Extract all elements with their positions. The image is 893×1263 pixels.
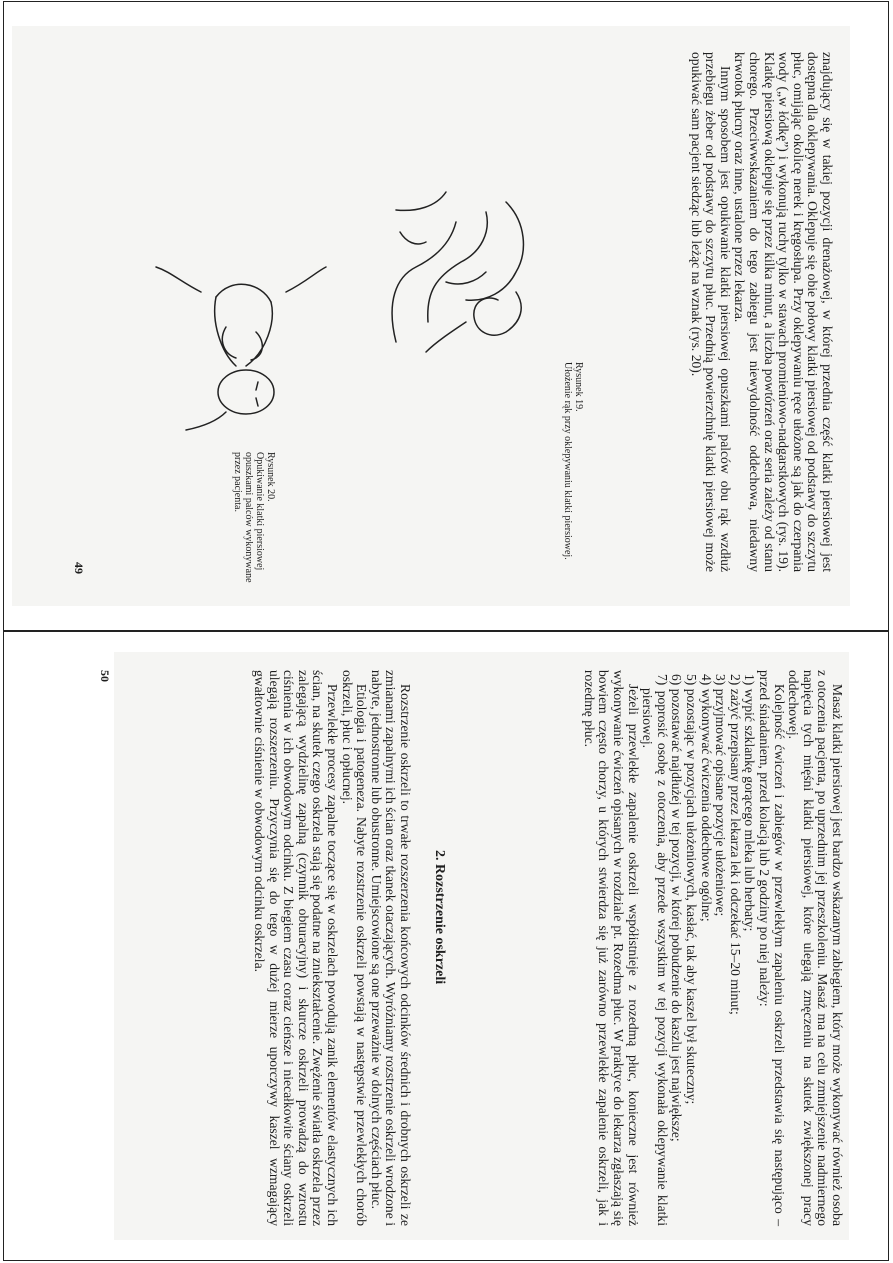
figure-20-caption	[232, 452, 276, 602]
page-50-list-item-1: 1) wypić szklankę gorącego mleka lub herbaty;	[742, 674, 758, 932]
page-50-paragraph-4: Rozstrzenie oskrzeli to trwałe rozszerzenia końcowych odcinków średnich i drobnych oskrzeli ze zmianami zapalnymi ich ścian oraz tkanek otaczających. Wyróżniamy rozstrzenie oskrzeli wrodzone i nabyte, jednostronne lub obustronne. Umiejscowione są one przeważnie w dolnych częściach płuc.	[368, 670, 413, 1226]
scanned-page-49	[3, 1, 889, 631]
scanned-page-50	[3, 631, 889, 1261]
page-50-list-item-5: 5) pozostając w pozycjach ułożeniowych, kasłać, tak aby kaszel był skuteczny;	[684, 674, 700, 1105]
figure-19-title: Rysunek 19.	[573, 362, 584, 412]
page-50-paragraph-1: Masaż klatki piersiowej jest bardzo wskazanym zabiegiem, który może wykonywać również osoba z otoczenia pacjenta, po uprzednim jej przeszkoleniu. Masaż ma na celu zmniejszenie nadmiernego napięcia tych mięśni klatki piersiowej, które ulegają zmęczeniu na skutek zwiększonej pracy oddechowej.	[786, 670, 845, 1226]
figure-19-illustration	[376, 182, 546, 362]
page-50-list-item-4: 4) wykonywać ćwiczenia oddechowe ogólne;	[698, 674, 714, 922]
page-50-list-item-3: 3) przyjmować opisane pozycje ułożeniowe;	[713, 674, 729, 917]
figure-19-caption	[562, 362, 584, 572]
page-49-paragraph-2: Innym sposobem jest opukiwanie klatki piersiowej opuszkami palców obu rąk wzdłuż przebiegu żeber od podstawy do szczytu płuc. Przednią powierzchnię klatki piersiowej może opukiwać sam pacjent siedząc lub leżąc na wznak (rys. 20).	[688, 52, 733, 572]
page-49-number: 49	[72, 562, 86, 574]
figure-20-text: Opukiwanie klatki piersiowej opuszkami palców wykonywane przez pacjenta.	[232, 452, 265, 583]
section-heading: 2. Rozstrzenie oskrzeli	[432, 850, 447, 985]
page-50-paragraph-2: Kolejność ćwiczeń i zabiegów w przewlekłym zapaleniu oskrzeli przedstawia się następująco – przed śniadaniem, przed kolacją lub 2 godziny po niej należy:	[757, 670, 787, 1226]
page-50-list-item-7: 7) poprosić osobę z otoczenia, aby przede wszystkim w tej pozycji wykonała oklepywanie klatki piersiowej.	[640, 674, 670, 1226]
page-50-text-block-1	[581, 670, 844, 1226]
page-50-list-item-6: 6) pozostawać najdłużej w tej pozycji, w której pobudzenie do kaszlu jest największe;	[669, 674, 685, 1142]
page-50-content	[72, 660, 852, 1240]
page-50-text-block-2	[251, 670, 412, 1226]
figure-20-illustration	[146, 262, 346, 442]
page-50-paragraph-6: Przewlekłe procesy zapalne toczące się w oskrzelach powodują zanik elementów elastycznych ich ścian, na skutek czego oskrzela stają się podatne na zniekształcenie. Zwężenie światła oskrzela przez zalegającą wydzielinę zapalną (czynnik obturacyjny) i skurcze oskrzeli prowadzą do wzrostu ciśnienia w ich obwodowym odcinku. Z biegiem czasu coraz cieńsze i niecałkowite ściany oskrzeli ulegają rozszerzeniu. Przyczynia się do tego w dużej mierze uporczywy kaszel wzmagający gwałtownie ciśnienie w obwodowym odcinku oskrzela.	[252, 670, 341, 1226]
page-49-content	[46, 32, 846, 592]
page-50-list-item-2: 2) zażyć przepisany przez lekarza lek i odczekać 15–20 minut;	[727, 674, 743, 1015]
page-50-paragraph-3: Jeżeli przewlekłe zapalenie oskrzeli współistnieje z rozedmą płuc, konieczne jest również wykonywanie ćwiczeń opisanych w rozdziale pt. Rozedma płuc. W praktyce do lekarza zgłaszają się bowiem często chorzy, u których stwierdza się już zarówno przewlekłe zapalenie oskrzeli, jak i rozedmę płuc.	[581, 670, 641, 1226]
page-50-paragraph-5: Etiologia i patogeneza. Nabyte rozstrzenie oskrzeli powstają w następstwie przewlekłych chorób oskrzeli, płuc i opłucnej.	[339, 670, 370, 1226]
page-50-number: 50	[98, 670, 112, 682]
page-49-paragraph-1: znajdujący się w takiej pozycji drenażowej, w której przednia część klatki piersiowej jest dostępna dla oklepywania. Oklepuje się obie połowy klatki piersiowej od podstawy do szczytu płuc, omijając okolicę nerek i kręgosłupa. Przy oklepywaniu ręce ułożone są jak do czerpania wody („w łódkę”) i wykonują ruchy tylko w stawach promieniowo-nadgarstkowych (rys. 19). Klatkę piersiową oklepuje się przez kilka minut, a liczba powtórzeń oraz seria zależy od stanu chorego. Przeciwwskazaniem do tego zabiegu jest niewydolność oddechowa, niedawny krwotok płucny oraz inne, ustalone przez lekarza.	[732, 52, 835, 572]
figure-19-text: Ułożenie rąk przy oklepywaniu klatki piersiowej.	[562, 362, 573, 560]
page-49-text-block	[688, 52, 834, 572]
figure-20-title: Rysunek 20.	[265, 452, 276, 502]
